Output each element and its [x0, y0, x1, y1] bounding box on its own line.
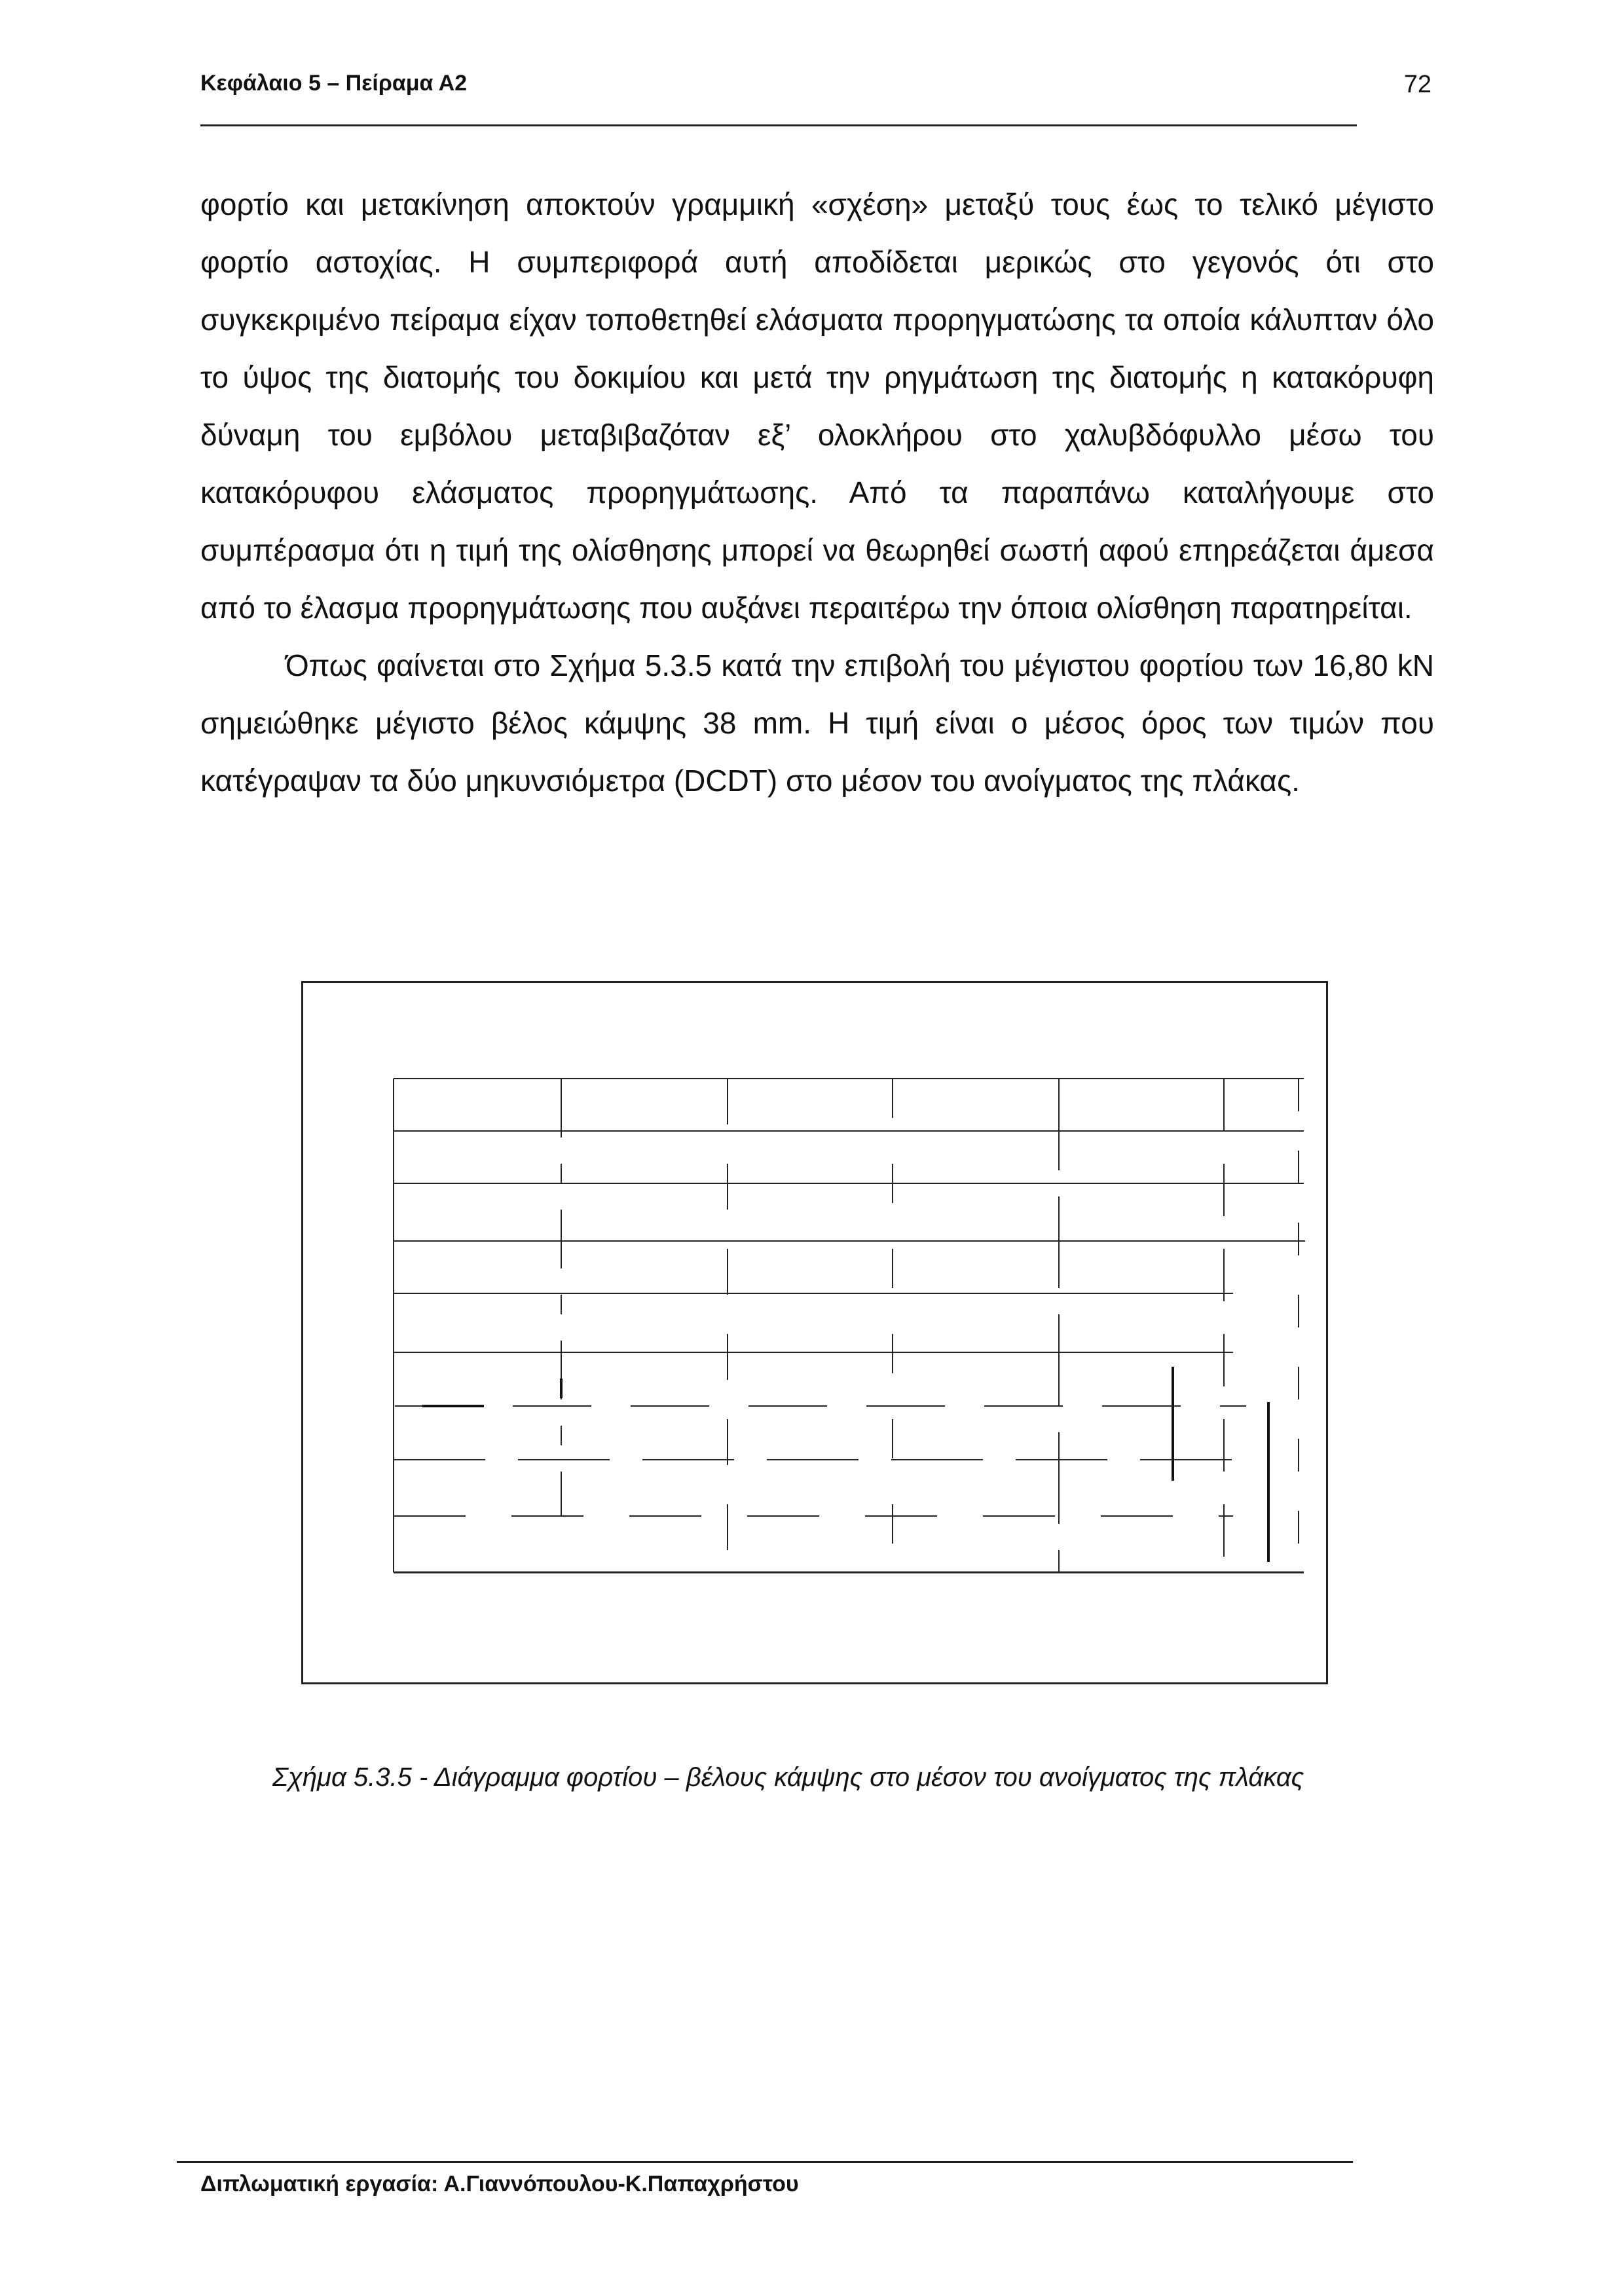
page-footer: Διπλωματική εργασία: Α.Γιαννόπουλου-Κ.Παπαχρήστου [200, 2172, 799, 2196]
page-number: 72 [1403, 71, 1432, 98]
header-divider [200, 124, 1357, 126]
data-traces [422, 1367, 1268, 1562]
body-text [200, 176, 1434, 809]
paragraph-1: φορτίο και μετακίνηση αποκτούν γραμμική «σχέση» μεταξύ τους έως το τελικό μέγιστο φορτίο αστοχίας. Η συμπεριφορά αυτή αποδίδεται μερικώς στο γεγονός ότι στο συγκεκριμένο πείραμα είχαν τοποθετηθεί ελάσματα προρηγματώσης τα οποία κάλυπταν όλο το ύψος της διατομής του δοκιμίου και μετά την ρηγμάτωση της διατομής η κατακόρυφη δύναμη του εμβόλου μεταβιβαζόταν εξ’ ολοκλήρου στο χαλυβδόφυλλο μέσω του κατακόρυφου ελάσματος προρηγμάτωσης. Από τα παραπάνω καταλήγουμε στο συμπέρασμα ότι η τιμή της ολίσθησης μπορεί να θεωρηθεί σωστή αφού επηρεάζεται άμεσα από το έλασμα προρηγμάτωσης που αυξάνει περαιτέρω την όποια ολίσθηση παρατηρείται. [200, 187, 1434, 625]
chapter-title: Κεφάλαιο 5 – Πείραμα Α2 [200, 71, 468, 96]
paragraph-2: Όπως φαίνεται στο Σχήμα 5.3.5 κατά την επιβολή του μέγιστου φορτίου των 16,80 kN σημειώθηκε μέγιστο βέλος κάμψης 38 mm. Η τιμή είναι ο μέσος όρος των τιμών που κατέγραψαν τα δύο μηκυνσιόμετρα (DCDT) στο μέσον του ανοίγματος της πλάκας. [200, 648, 1434, 798]
figure-caption: Σχήμα 5.3.5 - Διάγραμμα φορτίου – βέλους κάμψης στο μέσον του ανοίγματος της πλάκας [272, 1763, 1304, 1792]
load-deflection-figure [301, 981, 1328, 1684]
footer-divider [177, 2161, 1353, 2163]
figure-graphic [303, 983, 1330, 1686]
page-header [200, 71, 1432, 102]
